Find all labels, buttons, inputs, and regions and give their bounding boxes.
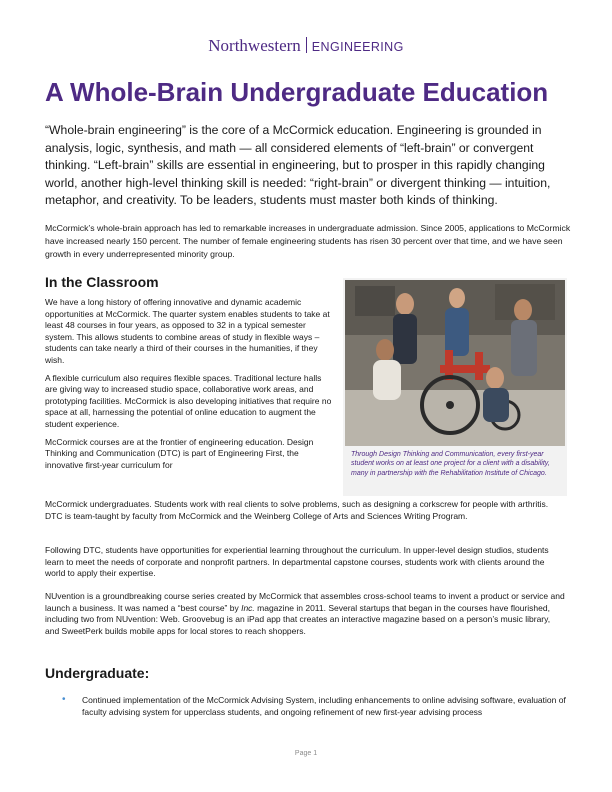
figure-caption: Through Design Thinking and Communication, every first-year student works on at least one project for a client with a disability, many in partnership with the Rehabilitation Institute of Chicago. [351, 451, 550, 477]
inc-magazine: Inc. [241, 602, 255, 613]
page-title: A Whole-Brain Undergraduate Education [45, 77, 549, 107]
figure-box [343, 278, 567, 496]
students-wheelchair-photo [345, 280, 565, 446]
classroom-column [45, 297, 333, 477]
ipad-term: iPad [247, 614, 265, 625]
logo-name: Northwestern [208, 36, 301, 55]
classroom-paragraph-3: McCormick courses are at the frontier of engineering education. Design Thinking and Communication (DTC) is part of Engineering First, the innovative first-year curriculum for [45, 436, 314, 470]
logo-divider [306, 37, 307, 53]
nuvention-text-4: is an [224, 614, 248, 625]
sweetperk-term: SweetPerk [61, 625, 103, 636]
nuvention-term: NUvention [45, 591, 85, 601]
nuvention-paragraph [45, 591, 565, 637]
nuvention-text-3: : Web. [155, 614, 183, 625]
photo-illustration [345, 280, 565, 446]
classroom-heading: In the Classroom [45, 274, 159, 290]
undergraduate-list [60, 694, 570, 718]
bullet-text-1: Continued implementation of the McCormick Advising System, including enhancements to online advising software, evaluation of faculty advising system for [82, 695, 566, 717]
classroom-paragraph-2: A flexible curriculum also requires flexible spaces. Traditional lecture halls are giving way to increased studio space, collaborative work areas, and prototyping facilities. McCormick is also developing initiatives that require no space at all, harnessing the potential of online education to augment the student experience. [45, 372, 332, 429]
nuvention-text-2: magazine in 2011. Several startups that began in the courses have flourished, including two from [45, 602, 550, 625]
logo-school: ENGINEERING [311, 40, 404, 54]
intro-paragraph: “Whole-brain engineering” is the core of a McCormick education. Engineering is grounded in analysis, logic, synthesis, and math — all considered elements of “left-brain” or convergent thinking. “Left-brain” skills are essential in engineering, but to prosper in this rapidly changing world, another high-level thinking skill is needed: “right-brain” or divergent thinking — intuition, metaphor, and creativity. To be leaders, students must master both kinds of thinking. [45, 123, 551, 208]
dtc-paragraph-continued: McCormick undergraduates. Students work with real clients to solve problems, such as designing a corkscrew for people with arthritis. DTC is team-taught by faculty from McCormick and the Weinberg College of Arts and Sciences Writing Program. [45, 499, 549, 521]
bullet-icon: • [62, 694, 66, 705]
list-item [60, 694, 570, 718]
northwestern-engineering-logo [0, 36, 612, 56]
admissions-paragraph: McCormick’s whole-brain approach has led to remarkable increases in undergraduate admission. Since 2005, applications to McCormick have increased nearly 150 percent. The number of female engineering students has risen 30 percent over that time, and we have seen growth in every underrepresented minority group. [45, 223, 571, 259]
nuvention-text-5: app that creates an interactive magazine based on a person’s music library, and [45, 614, 551, 636]
bullet-text-2: students, and ongoing refinement of new first-year advising process [225, 707, 483, 717]
nuvention-term-2: NUvention [115, 614, 156, 625]
nuvention-text-1: is a groundbreaking course series created by McCormick that assembles cross-school teams to invent a product or service and launch a business. It was named a “best course” by [45, 591, 565, 613]
following-dtc-paragraph: Following DTC, students have opportunities for experiential learning throughout the curriculum. In upper-level design studios, students learn to meet the needs of corporate and nonprofit partners. In departmental capstone courses, students work with clients around the world to apply their expertise. [45, 545, 549, 579]
undergraduate-heading: Undergraduate: [45, 665, 150, 681]
upperclass-term: upperclass [184, 707, 226, 717]
groovebug-term: Groovebug [182, 614, 225, 625]
page-number: Page 1 [294, 750, 318, 757]
classroom-paragraph-1: We have a long history of offering innovative and dynamic academic opportunities at McCormick. The quarter system enables students to take at least 48 courses in four years, as opposed to 32 in a typical semester system. This allows students to combine areas of study in flexible ways – students can take nearly a third of their courses in the humanities, if they wish. [45, 297, 330, 365]
nuvention-text-6: builds mobile apps for local stores to reach shoppers. [102, 625, 306, 636]
